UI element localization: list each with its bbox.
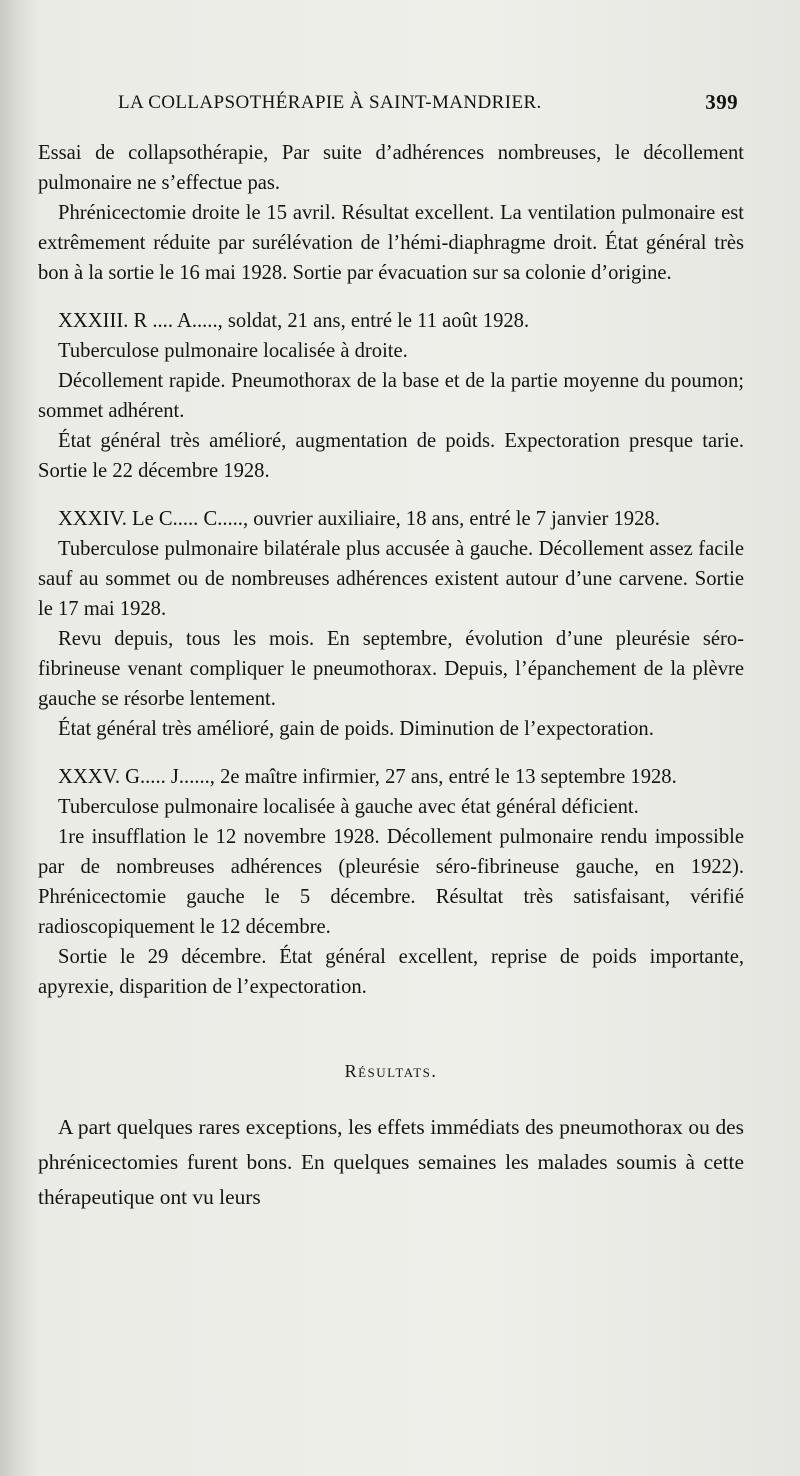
case-heading: XXXIV. Le C..... C....., ouvrier auxiliaire, 18 ans, entré le 7 janvier 1928. bbox=[58, 508, 660, 530]
section-heading: Résultats. bbox=[344, 1061, 438, 1081]
paragraph: Tuberculose pulmonaire localisée à gauche avec état général déficient. bbox=[58, 796, 639, 818]
paragraph: État général très amélioré, augmentation de poids. Expectoration presque tarie. Sortie le 22 décembre 1928. bbox=[38, 430, 744, 482]
paragraph-gap bbox=[38, 486, 744, 504]
case-heading: XXXV. G..... J......, 2e maître infirmier, 27 ans, entré le 13 septembre 1928. bbox=[58, 766, 677, 788]
running-header bbox=[118, 92, 738, 122]
case-heading: XXXIII. R .... A....., soldat, 21 ans, entré le 11 août 1928. bbox=[58, 310, 530, 332]
paragraph: Décollement rapide. Pneumothorax de la base et de la partie moyenne du poumon; sommet adhérent. bbox=[38, 370, 744, 422]
paragraph: Essai de collapsothérapie, Par suite d’adhérences nombreuses, le décollement pulmonaire ne s’effectue pas. bbox=[38, 142, 744, 194]
paragraph: Sortie le 29 décembre. État général excellent, reprise de poids importante, apyrexie, disparition de l’expectoration. bbox=[38, 946, 744, 998]
paragraph: Revu depuis, tous les mois. En septembre, évolution d’une pleurésie séro-fibrineuse venant compliquer le pneumothorax. Depuis, l’épanchement de la plèvre gauche se résorbe lentement. bbox=[38, 628, 744, 710]
running-title: LA COLLAPSOTHÉRAPIE À SAINT-MANDRIER. bbox=[118, 92, 542, 113]
body-text bbox=[38, 138, 744, 1215]
results-paragraph: A part quelques rares exceptions, les effets immédiats des pneumothorax ou des phrénicectomies furent bons. En quelques semaines les malades soumis à cette thérapeutique ont vu leurs bbox=[38, 1115, 744, 1209]
paragraph: Tuberculose pulmonaire localisée à droite. bbox=[58, 340, 408, 362]
page-number: 399 bbox=[705, 90, 738, 114]
paragraph: 1re insufflation le 12 novembre 1928. Décollement pulmonaire rendu impossible par de nombreuses adhérences (pleurésie séro-fibrineuse gauche, en 1922). Phrénicectomie gauche le 5 décembre. Résultat très satisfaisant, vérifié radioscopiquement le 12 décembre. bbox=[38, 826, 744, 938]
paragraph-gap bbox=[38, 744, 744, 762]
paragraph: Phrénicectomie droite le 15 avril. Résultat excellent. La ventilation pulmonaire est extrêmement réduite par surélévation de l’hémi-diaphragme droit. État général très bon à la sortie le 16 mai 1928. Sortie par évacuation sur sa colonie d’origine. bbox=[38, 202, 744, 284]
section-gap bbox=[38, 1002, 744, 1056]
paragraph: Tuberculose pulmonaire bilatérale plus accusée à gauche. Décollement assez facile sauf au sommet ou de nombreuses adhérences existent autour d’une carvene. Sortie le 17 mai 1928. bbox=[38, 538, 744, 620]
paragraph: État général très amélioré, gain de poids. Diminution de l’expectoration. bbox=[58, 718, 654, 740]
paragraph-gap bbox=[38, 288, 744, 306]
